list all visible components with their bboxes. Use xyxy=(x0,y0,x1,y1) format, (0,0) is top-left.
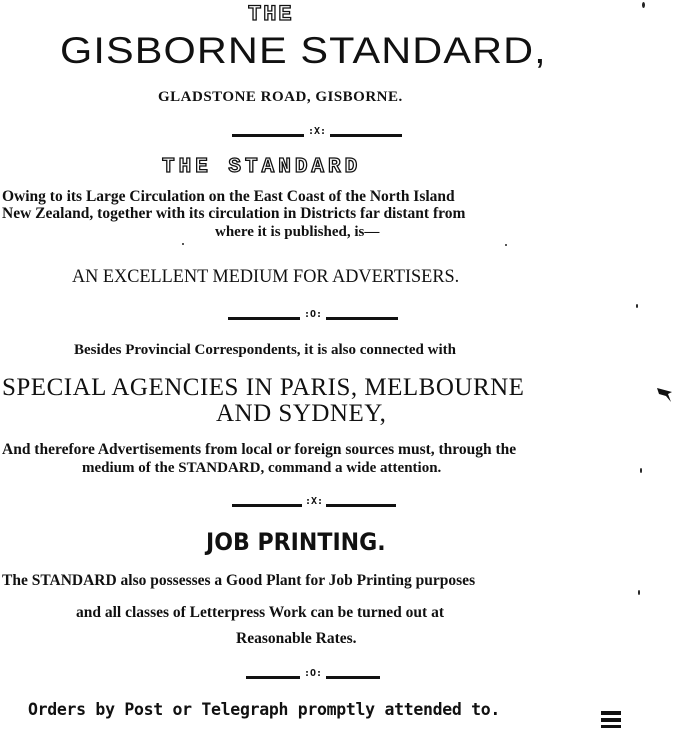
standard-body-line-2: New Zealand, together with its circulation in Districts far distant from xyxy=(2,205,466,222)
ink-speck xyxy=(182,243,184,245)
divider-4 xyxy=(246,670,380,684)
divider-bar xyxy=(326,676,380,679)
standard-tagline: AN EXCELLENT MEDIUM FOR ADVERTISERS. xyxy=(72,266,460,287)
divider-bar xyxy=(326,504,396,507)
agencies-intro: Besides Provincial Correspondents, it is also connected with xyxy=(74,342,456,358)
standard-body-line-1: Owing to its Large Circulation on the East Coast of the North Island xyxy=(2,188,455,205)
ink-speck xyxy=(640,468,642,473)
masthead-title: GISBORNE STANDARD, xyxy=(60,30,547,71)
job-printing-line-2: and all classes of Letterpress Work can be turned out at xyxy=(76,604,444,621)
divider-mark: :O: xyxy=(303,309,323,320)
agencies-heading-line-1: SPECIAL AGENCIES IN PARIS, MELBOURNE xyxy=(2,374,525,401)
divider-bar xyxy=(326,317,398,320)
divider-bar xyxy=(330,134,402,137)
ink-speck xyxy=(505,244,507,246)
masthead-address: GLADSTONE ROAD, GISBORNE. xyxy=(158,89,403,105)
divider-1 xyxy=(232,128,402,142)
job-printing-line-3: Reasonable Rates. xyxy=(236,630,357,647)
masthead-the: THE xyxy=(248,2,294,27)
ink-speck xyxy=(638,590,640,595)
ink-speck xyxy=(636,304,638,308)
agencies-body-line-2: medium of the STANDARD, command a wide attention. xyxy=(82,460,442,476)
divider-2 xyxy=(228,311,398,325)
job-printing-line-1: The STANDARD also possesses a Good Plant for Job Printing purposes xyxy=(2,572,476,589)
agencies-heading-line-2: AND SYDNEY, xyxy=(216,400,387,427)
margin-mark-icon xyxy=(656,385,674,405)
standard-body-line-3: where it is published, is— xyxy=(215,224,380,240)
orders-line: Orders by Post or Telegraph promptly attended to. xyxy=(28,700,501,719)
divider-mark: :X: xyxy=(304,496,324,507)
end-mark-icon xyxy=(600,710,622,730)
divider-mark: :X: xyxy=(307,126,327,137)
divider-mark: :O: xyxy=(303,668,323,679)
standard-heading: THE STANDARD xyxy=(162,156,362,179)
agencies-body-line-1: And therefore Advertisements from local or foreign sources must, through the xyxy=(2,441,517,458)
divider-3 xyxy=(232,498,396,512)
ink-speck xyxy=(642,2,645,8)
job-printing-heading: JOB PRINTING. xyxy=(206,528,386,556)
